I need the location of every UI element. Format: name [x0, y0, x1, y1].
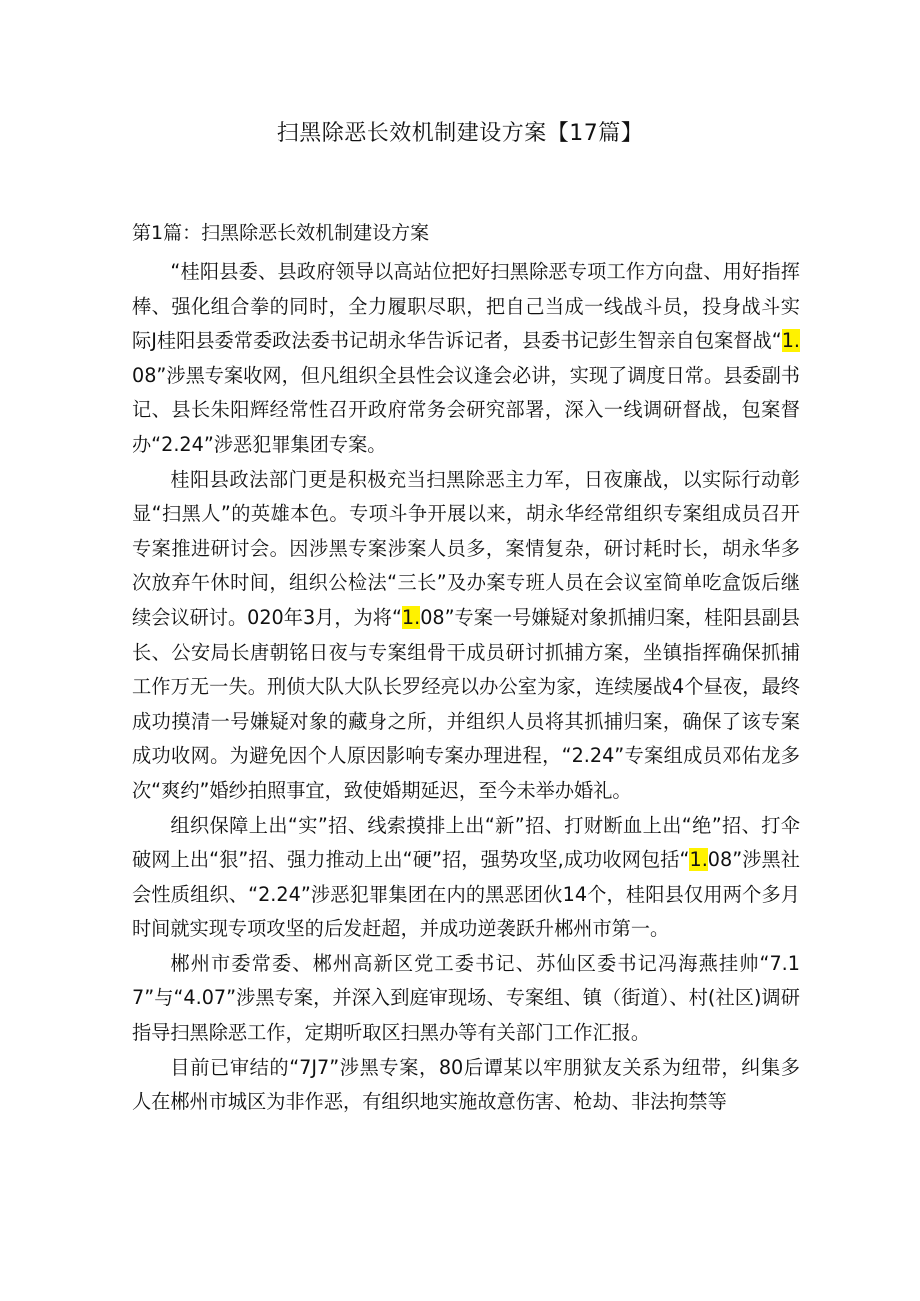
body-paragraph: [132, 463, 800, 809]
highlighted-text: 1.: [401, 605, 421, 629]
highlighted-text: 1.: [781, 329, 800, 353]
paragraph-text: 08”涉黑社会性质组织、“2.24”涉恶犯罪集团在内的黑恶团伙14个，桂阳县仅用两个多月时间就实现专项攻坚的后发赶超，并成功逆袭跃升郴州市第一。: [132, 848, 800, 941]
body-paragraph: [132, 809, 800, 947]
body-paragraph: [132, 947, 800, 1051]
body-paragraph: [132, 1051, 800, 1120]
paragraph-text: “桂阳县委、县政府领导以高站位把好扫黑除恶专项工作方向盘、用好指挥棒、强化组合拳的同时，全力履职尽职，把自己当成一线战斗员，投身战斗实际J桂阳县委常委政法委书记胡永华告诉记者，县委书记彭生智亲自包案督战“: [132, 260, 800, 353]
section-heading: 第1篇：扫黑除恶长效机制建设方案: [132, 222, 430, 244]
paragraph-text: 08”专案一号嫌疑对象抓捕归案，桂阳县副县长、公安局长唐朝铭日夜与专案组骨干成员研讨抓捕方案，坐镇指挥确保抓捕工作万无一失。刑侦大队大队长罗经亮以办公室为家，连续屡战4个昼夜，最终成功摸清一号嫌疑对象的藏身之所，并组织人员将其抓捕归案，确保了该专案成功收网。为避免因个人原因影响专案办理进程，“2.24”专案组成员邓佑龙多次“爽约”婚纱拍照事宜，致使婚期延迟，至今未举办婚礼。: [132, 605, 800, 802]
document-body: [132, 255, 800, 1120]
paragraph-text: 郴州市委常委、郴州高新区党工委书记、苏仙区委书记冯海燕挂帅“7.17”与“4.07”涉黑专案，并深入到庭审现场、专案组、镇（街道）、村(社区)调研指导扫黑除恶工作，定期听取区扫黑办等有关部门工作汇报。: [132, 951, 800, 1045]
paragraph-text: 桂阳县政法部门更是积极充当扫黑除恶主力军，日夜廉战，以实际行动彰显“扫黑人”的英雄本色。专项斗争开展以来，胡永华经常组织专案组成员召开专案推进研讨会。因涉黑专案涉案人员多，案情复杂，研讨耗时长，胡永华多次放弃午休时间，组织公检法“三长”及办案专班人员在会议室简单吃盒饭后继续会议研讨。020年3月，为将“: [132, 467, 800, 629]
paragraph-text: 组织保障上出“实”招、线索摸排上出“新”招、打财断血上出“绝”招、打伞破网上出“狠”招、强力推动上出“硬”招，强势攻坚,成功收网包括“: [132, 813, 800, 872]
paragraph-text: 目前已审结的“7J7”涉黑专案，80后谭某以牢朋狱友关系为纽带，纠集多人在郴州市城区为非作恶，有组织地实施故意伤害、枪劫、非法拘禁等: [132, 1055, 800, 1114]
document-title: 扫黑除恶长效机制建设方案【17篇】: [276, 121, 644, 146]
body-paragraph: [132, 255, 800, 463]
highlighted-text: 1.: [689, 848, 708, 872]
paragraph-text: 08”涉黑专案收网，但凡组织全县性会议逢会必讲，实现了调度日常。县委副书记、县长朱阳辉经常性召开政府常务会研究部署，深入一线调研督战，包案督办“2.24”涉恶犯罪集团专案。: [132, 363, 800, 456]
